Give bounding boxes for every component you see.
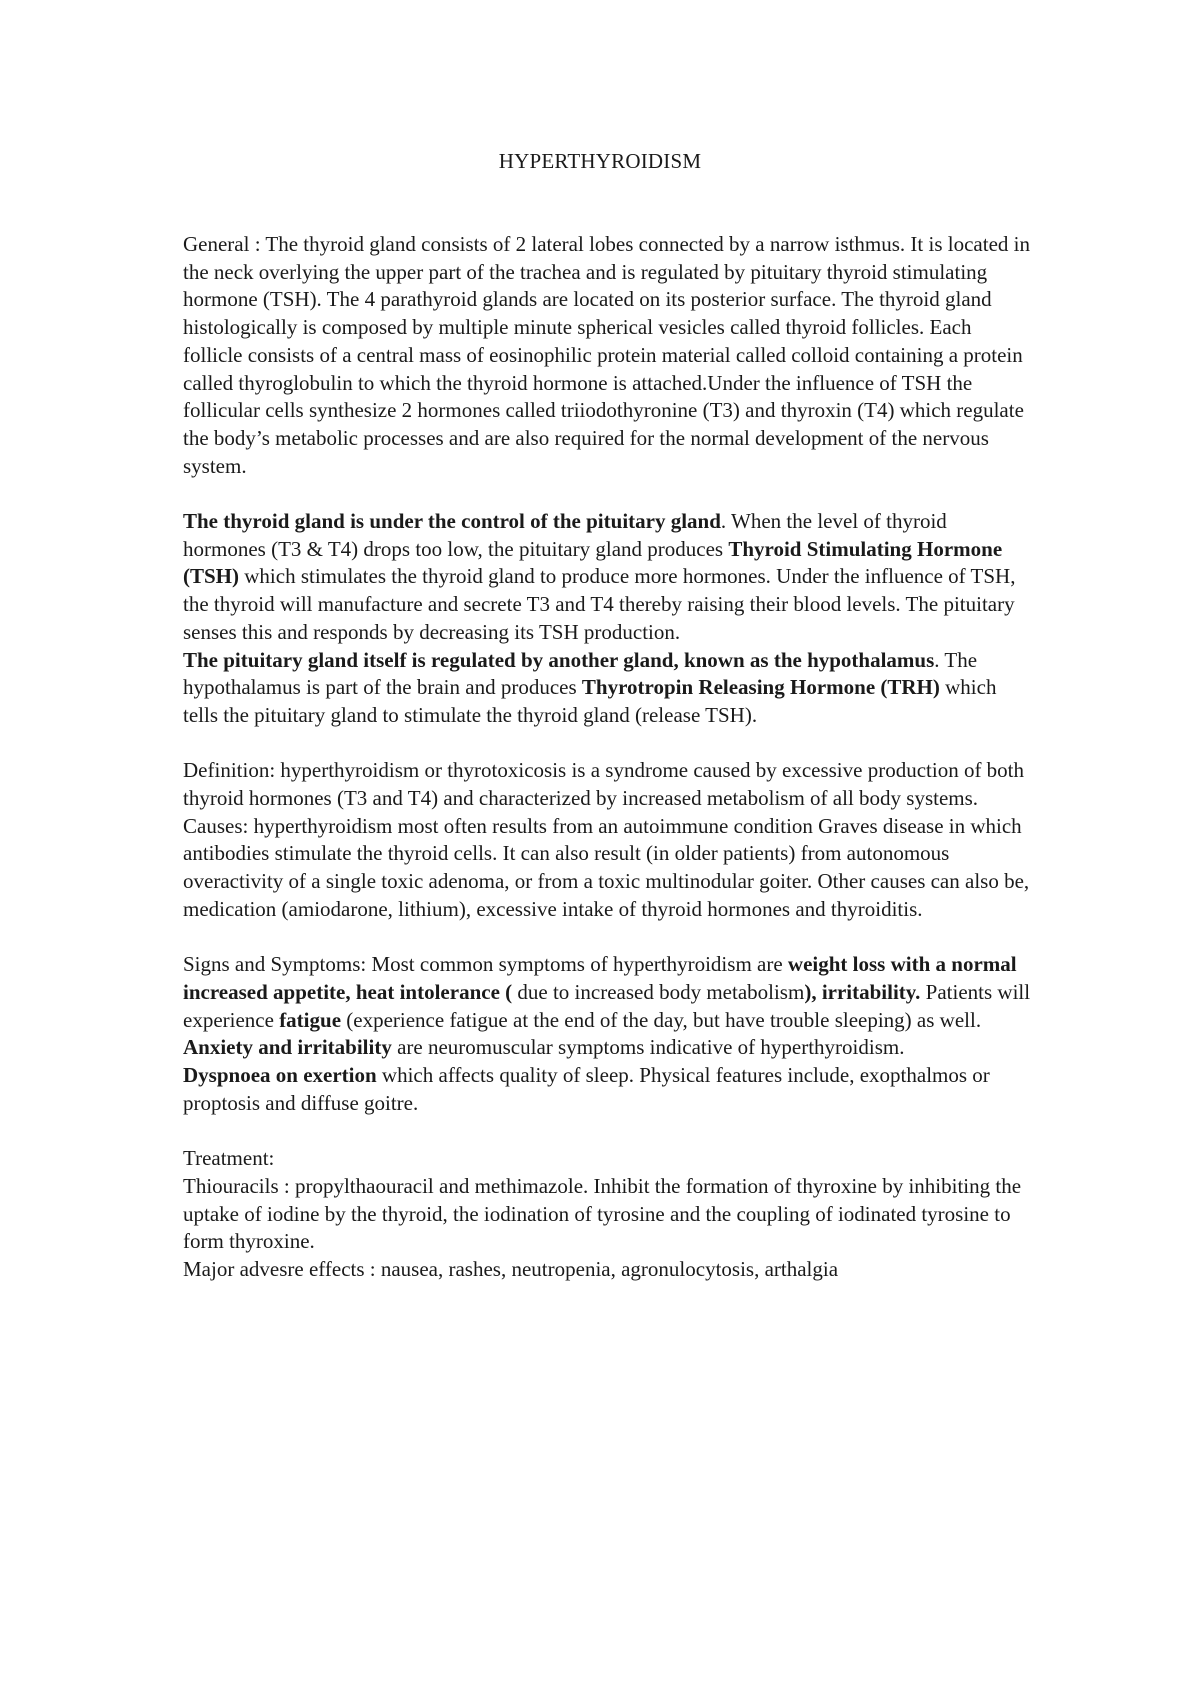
body-text: which affects quality of sleep. Physical features include, exopthalmos or proptosis and diffuse goitre. [183,1063,990,1115]
body-text: . The hypothalamus is part of the brain and produces [183,647,978,700]
body-text: which stimulates the thyroid gland to produce more hormones. Under the influence of TSH, the thyroid will manufacture and secrete T3 and T4 thereby raising their blood levels. The pituitary senses this and responds by decreasing its TSH production. [183,564,1016,644]
bold-text: The thyroid gland is under the control of the pituitary gland [183,509,721,534]
paragraph-gap [183,480,1033,508]
signs-symptoms-paragraph [183,951,1033,1034]
body-text: due to increased body metabolism [512,979,805,1004]
bold-text: Dyspnoea on exertion [183,1063,377,1088]
treatment-heading: Treatment: [183,1146,275,1171]
document-body [183,231,1033,1284]
bold-text: weight loss with a normal increased appetite, heat intolerance ( [183,952,1017,1004]
general-paragraph: General : The thyroid gland consists of 2 lateral lobes connected by a narrow isthmus. It is located in the neck overlying the upper part of the trachea and is regulated by pituitary thyroid stimulating hormone (TSH). The 4 parathyroid glands are located on its posterior surface. The thyroid gland histologically is composed by multiple minute spherical vesicles called thyroid follicles. Each follicle consists of a central mass of eosinophilic protein material called colloid containing a protein called thyroglobulin to which the thyroid hormone is attached.Under the influence of TSH the follicular cells synthesize 2 hormones called triiodothyronine (T3) and thyroxin (T4) which regulate the body’s metabolic processes and are also required for the normal development of the nervous system. [183,232,1030,478]
document-title: HYPERTHYROIDISM [498,149,702,173]
paragraph-gap [183,730,1033,758]
bold-text: The pituitary gland itself is regulated by another gland, known as the hypothalamus [183,647,935,672]
bold-text: Thyroid Stimulating Hormone (TSH) [183,536,1003,589]
paragraph-gap [183,1117,1033,1145]
thiouracils-paragraph: Thiouracils : propylthaouracil and methimazole. Inhibit the formation of thyroxine by inhibiting the uptake of iodine by the thyroid, the iodination of tyrosine and the coupling of iodinated tyrosine to form thyroxine. [183,1173,1022,1254]
body-text: Patients will experience [183,979,1031,1032]
adverse-effects-paragraph: Major advesre effects : nausea, rashes, neutropenia, agronulocytosis, arthalgia [183,1256,839,1281]
body-text: are neuromuscular symptoms indicative of hyperthyroidism. [391,1035,905,1060]
anxiety-paragraph [183,1034,1033,1062]
bold-text: ), irritability. [804,979,921,1004]
body-text: Signs and Symptoms: Most common symptoms of hyperthyroidism are [183,952,788,977]
body-text: which tells the pituitary gland to stimulate the thyroid gland (release TSH). [183,675,997,727]
hypothalamus-paragraph [183,647,1033,730]
paragraph-gap [183,924,1033,952]
bold-text: Thyrotropin Releasing Hormone (TRH) [581,675,940,700]
dyspnoea-paragraph [183,1062,1033,1117]
pituitary-control-paragraph [183,508,1033,647]
bold-text: Anxiety and irritability [183,1035,392,1060]
bold-text: fatigue [279,1007,342,1032]
causes-paragraph: Causes: hyperthyroidism most often results from an autoimmune condition Graves disease in which antibodies stimulate the thyroid cells. It can also result (in older patients) from autonomous overactivity of a single toxic adenoma, or from a toxic multinodular goiter. Other causes can also be, medication (amiodarone, lithium), excessive intake of thyroid hormones and thyroiditis. [183,813,1030,921]
body-text: . When the level of thyroid hormones (T3 & T4) drops too low, the pituitary gland produces [183,509,947,561]
definition-paragraph: Definition: hyperthyroidism or thyrotoxicosis is a syndrome caused by excessive production of both thyroid hormones (T3 and T4) and characterized by increased metabolism of all body systems. [183,758,1025,811]
body-text: (experience fatigue at the end of the day, but have trouble sleeping) as well. [341,1007,982,1032]
